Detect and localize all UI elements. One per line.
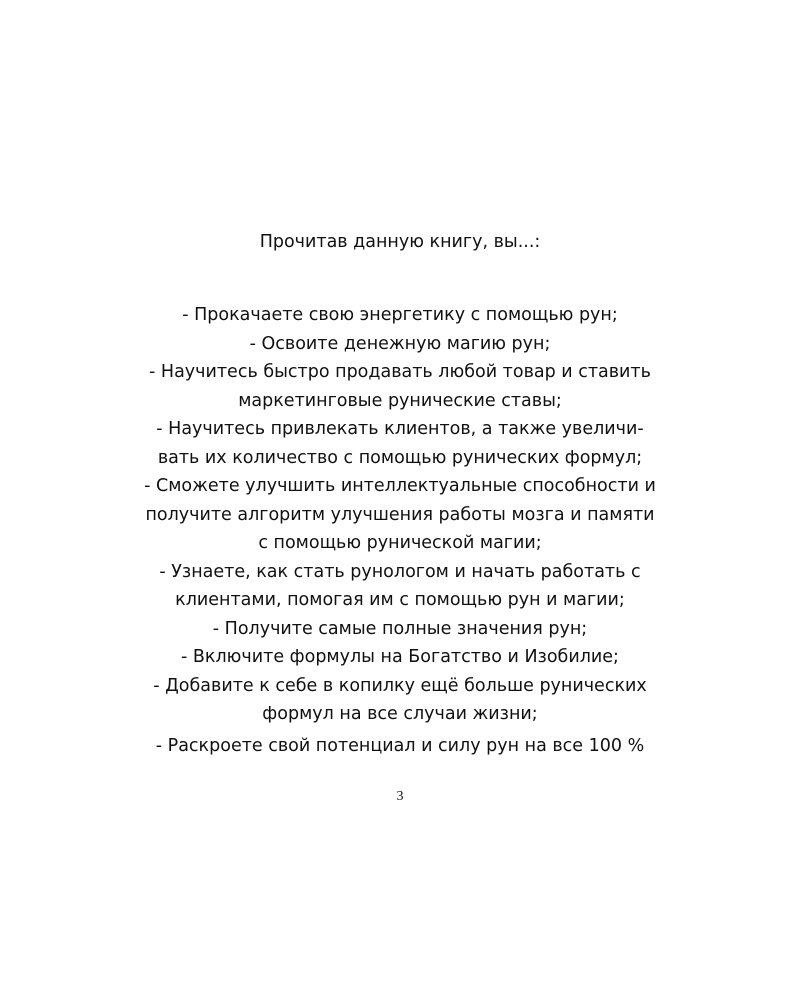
benefit-line: - Включите формулы на Богатство и Изобилие; xyxy=(181,647,619,667)
benefit-line: формул на все случаи жизни; xyxy=(262,704,538,724)
benefits-list xyxy=(0,301,800,760)
benefit-line: - Научитесь быстро продавать любой товар и ставить xyxy=(149,362,651,382)
benefit-line: - Освоите денежную магию рун; xyxy=(249,333,551,354)
benefit-line: получите алгоритм улучшения работы мозга и памяти xyxy=(145,504,655,525)
benefit-line: - Сможете улучшить интеллектуальные способности и xyxy=(144,476,656,496)
page-heading: Прочитав данную книгу, вы...: xyxy=(259,232,541,252)
benefit-line: - Получите самые полные значения рун; xyxy=(212,618,588,639)
page-number: 3 xyxy=(396,789,404,804)
benefit-line: маркетинговые рунические ставы; xyxy=(238,390,562,411)
benefit-line: вать их количество с помощью рунических формул; xyxy=(157,447,643,468)
benefit-line: - Добавите к себе в копилку ещё больше рунических xyxy=(153,675,647,696)
benefit-line: клиентами, помогая им с помощью рун и магии; xyxy=(175,590,625,610)
benefit-line: - Прокачаете свою энергетику с помощью рун; xyxy=(182,305,618,325)
benefit-line: - Научитесь привлекать клиентов, а также увеличи- xyxy=(156,419,644,439)
benefit-line: с помощью рунической магии; xyxy=(258,533,542,553)
benefit-line: - Узнаете, как стать рунологом и начать работать с xyxy=(159,561,641,582)
benefit-line: - Раскроете свой потенциал и силу рун на все 100 % xyxy=(155,735,645,756)
